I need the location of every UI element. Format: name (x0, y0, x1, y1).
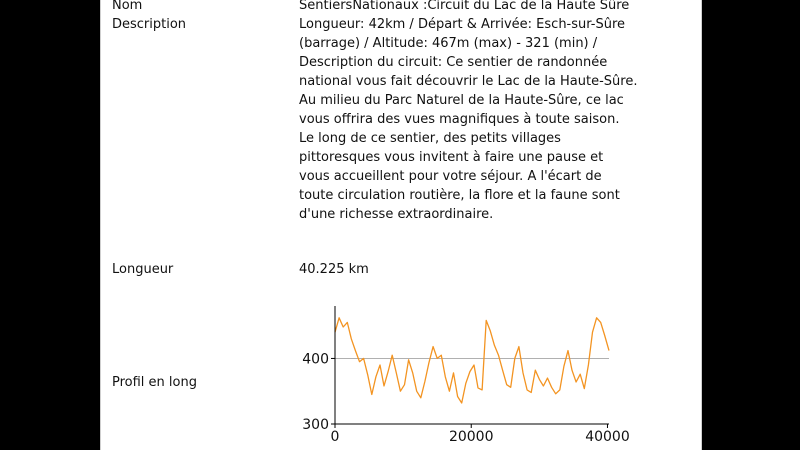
description-line: vous accueillent pour votre séjour. A l'écart de (299, 169, 602, 184)
profil-label: Profil en long (112, 375, 197, 390)
y-tick-label: 300 (302, 417, 329, 433)
x-tick-label: 0 (330, 429, 340, 445)
nom-label: Nom (112, 0, 143, 13)
x-tick-label: 20000 (448, 429, 494, 445)
elevation-profile-chart (293, 302, 630, 450)
description-label: Description (112, 17, 187, 32)
description-value (299, 15, 637, 224)
nom-value: SentiersNationaux :Circuit du Lac de la Haute Sûre (299, 0, 630, 13)
properties-panel (100, 0, 702, 450)
description-line: d'une richesse extraordinaire. (299, 207, 494, 222)
description-line: national vous fait découvrir le Lac de la Haute-Sûre. (299, 74, 638, 89)
description-line: (barrage) / Altitude: 467m (max) - 321 (min) / (299, 36, 598, 51)
description-line: Description du circuit: Ce sentier de randonnée (299, 55, 608, 70)
description-line: Au milieu du Parc Naturel de la Haute-Sûre, ce lac (299, 93, 624, 108)
series-line (335, 318, 609, 403)
description-line: toute circulation routière, la flore et la faune sont (299, 188, 620, 203)
longueur-value: 40.225 km (299, 262, 369, 277)
description-line: vous offrira des vues magnifiques à toute saison. (299, 112, 620, 127)
x-tick-label: 40000 (585, 429, 630, 445)
description-line: Longueur: 42km / Départ & Arrivée: Esch-sur-Sûre (299, 17, 626, 32)
y-tick-label: 400 (302, 351, 329, 368)
description-line: Le long de ce sentier, des petits villages (299, 131, 561, 146)
longueur-label: Longueur (112, 262, 174, 277)
description-line: pittoresques vous invitent à faire une pause et (299, 150, 604, 165)
